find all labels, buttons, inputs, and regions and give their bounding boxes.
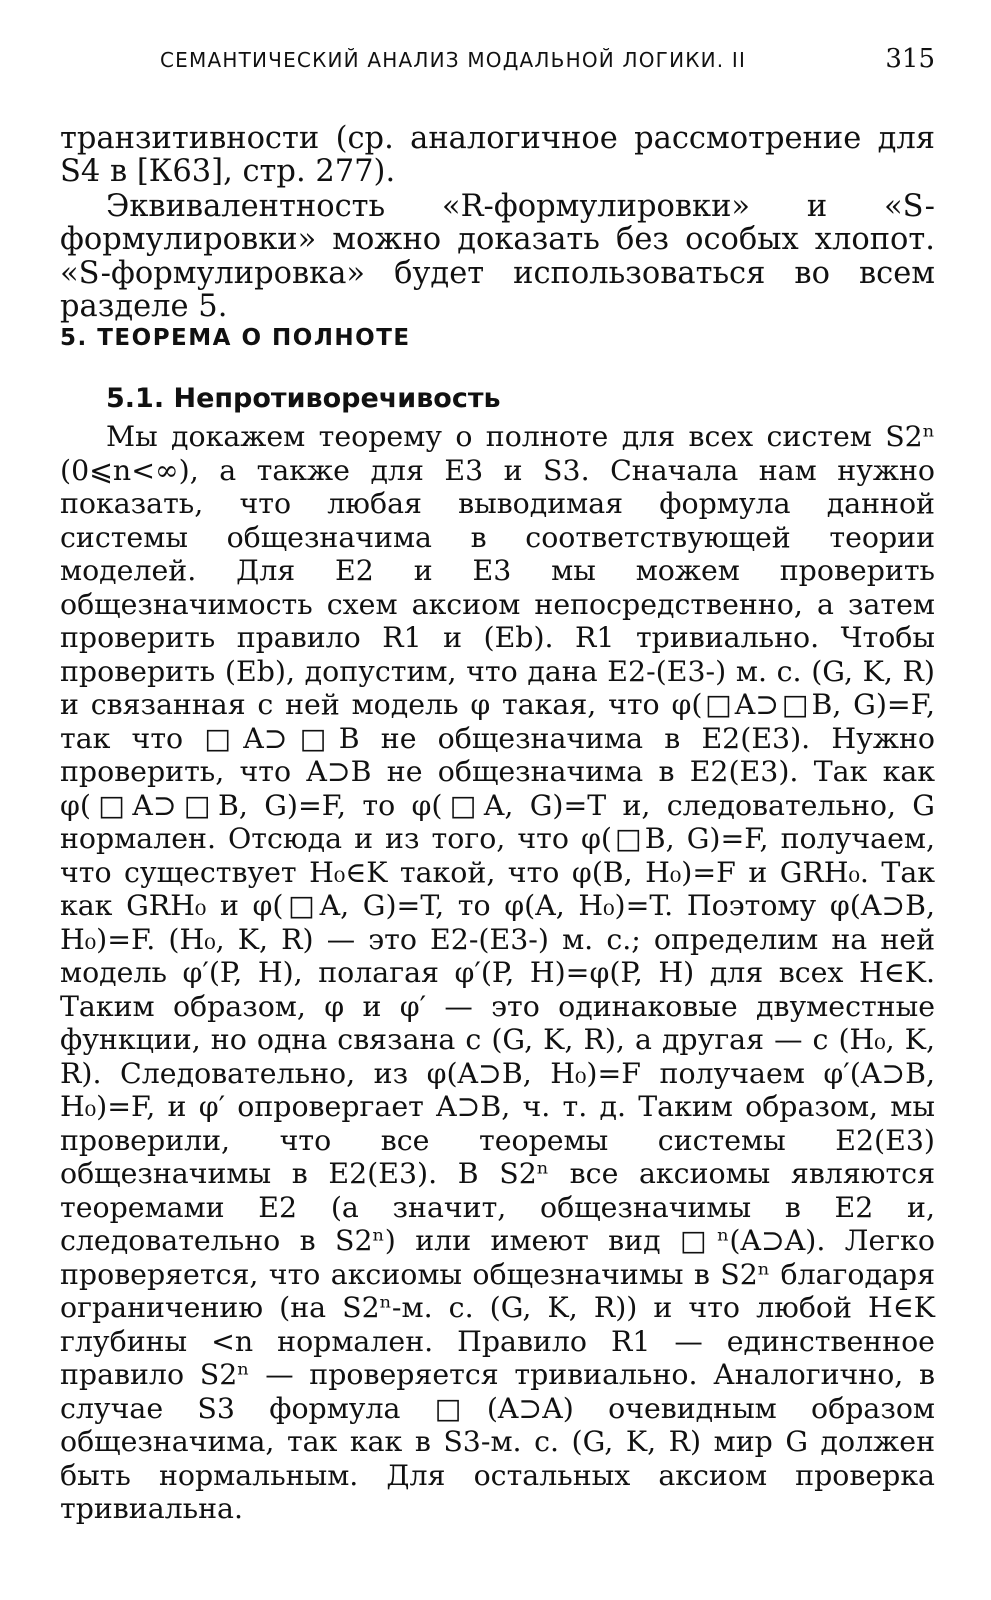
paragraph-continuation [60,122,935,189]
section-heading: 5. ТЕОРЕМА О ПОЛНОТЕ [60,325,411,351]
subsection-heading: 5.1. Непротиворечивость [106,383,501,414]
paragraph-equivalence [60,190,935,324]
running-head [60,40,935,80]
page-number: 315 [885,44,935,74]
paragraph-text: Мы докажем теорему о полноте для всех систем S2ⁿ (0⩽n<∞), а также для E3 и S3. Сначала нам нужно показать, что любая выводимая формула данной системы общезначима в соответствующей теории моделей. Для E2 и E3 мы можем проверить общезначимость схем аксиом непосредственно, а затем проверить правило R1 и (Eb). R1 тривиально. Чтобы проверить (Eb), допустим, что дана E2-(E3-) м. с. (G, K, R) и связанная с ней модель φ такая, что φ(□A⊃□B, G)=F, так что □A⊃□B не общезначима в E2(E3). Нужно проверить, что A⊃B не общезначима в E2(E3). Так как φ(□A⊃□B, G)=F, то φ(□A, G)=T и, следовательно, G нормален. Отсюда и из того, что φ(□B, G)=F, получаем, что существует H₀∈K такой, что φ(B, H₀)=F и GRH₀. Так как GRH₀ и φ(□A, G)=T, то φ(A, H₀)=T. Поэтому φ(A⊃B, H₀)=F. (H₀, K, R) — это E2-(E3-) м. с.; определим на ней модель φ′(P, H), полагая φ′(P, H)=φ(P, H) для всех H∈K. Таким образом, φ и φ′ — это одинаковые двуместные функции, но одна связана с (G, K, R), а другая — с (H₀, K, R). Следовательно, из φ(A⊃B, H₀)=F получаем φ′(A⊃B, H₀)=F, и φ′ опровергает A⊃B, ч. т. д. Таким образом, мы проверили, что все теоремы системы E2(E3) общезначимы в E2(E3). В S2ⁿ все аксиомы являются теоремами E2 (а значит, общезначимы в E2 и, следовательно в S2ⁿ) или имеют вид □ⁿ(A⊃A). Легко проверяется, что аксиомы общезначимы в S2ⁿ благодаря ограничению (на S2ⁿ-м. с. (G, K, R)) и что любой H∈K глубины <n нормален. Правило R1 — единственное правило S2ⁿ — проверяется тривиально. Аналогично, в случае S3 формула □(A⊃A) очевидным образом общезначима, так как в S3-м. с. (G, K, R) мир G должен быть нормальным. Для остальных аксиом проверка тривиальна. [60,420,935,1525]
running-title: СЕМАНТИЧЕСКИЙ АНАЛИЗ МОДАЛЬНОЙ ЛОГИКИ. II [160,48,747,72]
paragraph-main [60,420,935,1526]
paragraph-text: Эквивалентность «R-формулировки» и «S-формулировки» можно доказать без особых хлопот. «S-формулировка» будет использоваться во всем разделе 5. [60,189,935,325]
paragraph-text: транзитивности (ср. аналогичное рассмотрение для S4 в [К63], стр. 277). [60,121,935,190]
